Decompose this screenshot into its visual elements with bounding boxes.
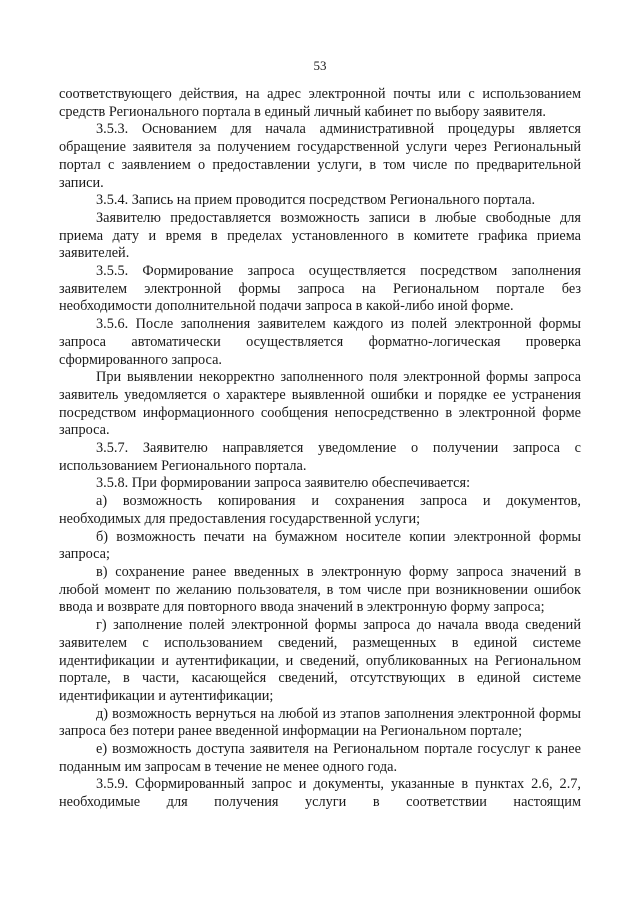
page-number: 53 (313, 58, 327, 73)
paragraph-3-5-6: 3.5.6. После заполнения заявителем каждого из полей электронной формы запроса автоматически осуществляется форматно-логическая проверка сформированного запроса. (59, 316, 581, 368)
list-item-g: г) заполнение полей электронной формы запроса до начала ввода сведений заявителем с использованием сведений, размещенных в единой системе идентификации и аутентификации, и сведений, опубликованных на Региональном портале, в части, касающейся сведений, отсутствующих в единой системе идентификации и аутентификации; (59, 617, 581, 704)
list-item-d: д) возможность вернуться на любой из этапов заполнения электронной формы запроса без потери ранее введенной информации на Региональном портале; (59, 705, 581, 740)
paragraph-3-5-8: 3.5.8. При формировании запроса заявителю обеспечивается: (96, 475, 471, 492)
paragraph-3-5-7: 3.5.7. Заявителю направляется уведомление о получении запроса с использованием Регионального портала. (59, 440, 581, 474)
list-item-b: б) возможность печати на бумажном носителе копии электронной формы запроса; (59, 528, 581, 563)
paragraph-3-5-4: 3.5.4. Запись на прием проводится посредством Регионального портала. (96, 192, 536, 209)
paragraph-appointment-slots: Заявителю предоставляется возможность записи в любые свободные для приема дату и время в пределах установленного в комитете графика приема заявителей. (59, 209, 581, 262)
paragraph-3-5-9: 3.5.9. Сформированный запрос и документы, указанные в пунктах 2.6, 2.7, необходимые для получения услуги в соответствии настоящим (59, 776, 581, 811)
paragraph-3-5-3: 3.5.3. Основанием для начала административной процедуры является обращение заявителя за получением государственной услуги через Региональный портал с заявлением о предоставлении услуги, в том числе по предварительной записи. (59, 121, 581, 191)
paragraph-continuation: соответствующего действия, на адрес электронной почты или с использованием средств Регионального портала в единый личный кабинет по выбору заявителя. (59, 86, 581, 120)
list-item-e: е) возможность доступа заявителя на Региональном портале госуслуг к ранее поданным им запросам в течение не менее одного года. (59, 741, 581, 775)
paragraph-error-notice: При выявлении некорректно заполненного поля электронной формы запроса заявитель уведомляется о характере выявленной ошибки и порядке ее устранения посредством информационного сообщения непосредственно в электронной форме запроса. (59, 369, 581, 439)
list-item-a: а) возможность копирования и сохранения запроса и документов, необходимых для предоставления государственной услуги; (59, 493, 581, 527)
document-body (59, 86, 581, 812)
paragraph-3-5-5: 3.5.5. Формирование запроса осуществляется посредством заполнения заявителем электронной формы запроса на Региональном портале без необходимости дополнительной подачи запроса в какой-либо иной форме. (59, 263, 581, 315)
list-item-v: в) сохранение ранее введенных в электронную форму запроса значений в любой момент по желанию пользователя, в том числе при возникновении ошибок ввода и возврате для повторного ввода значений в электронную форму запроса; (59, 563, 581, 616)
